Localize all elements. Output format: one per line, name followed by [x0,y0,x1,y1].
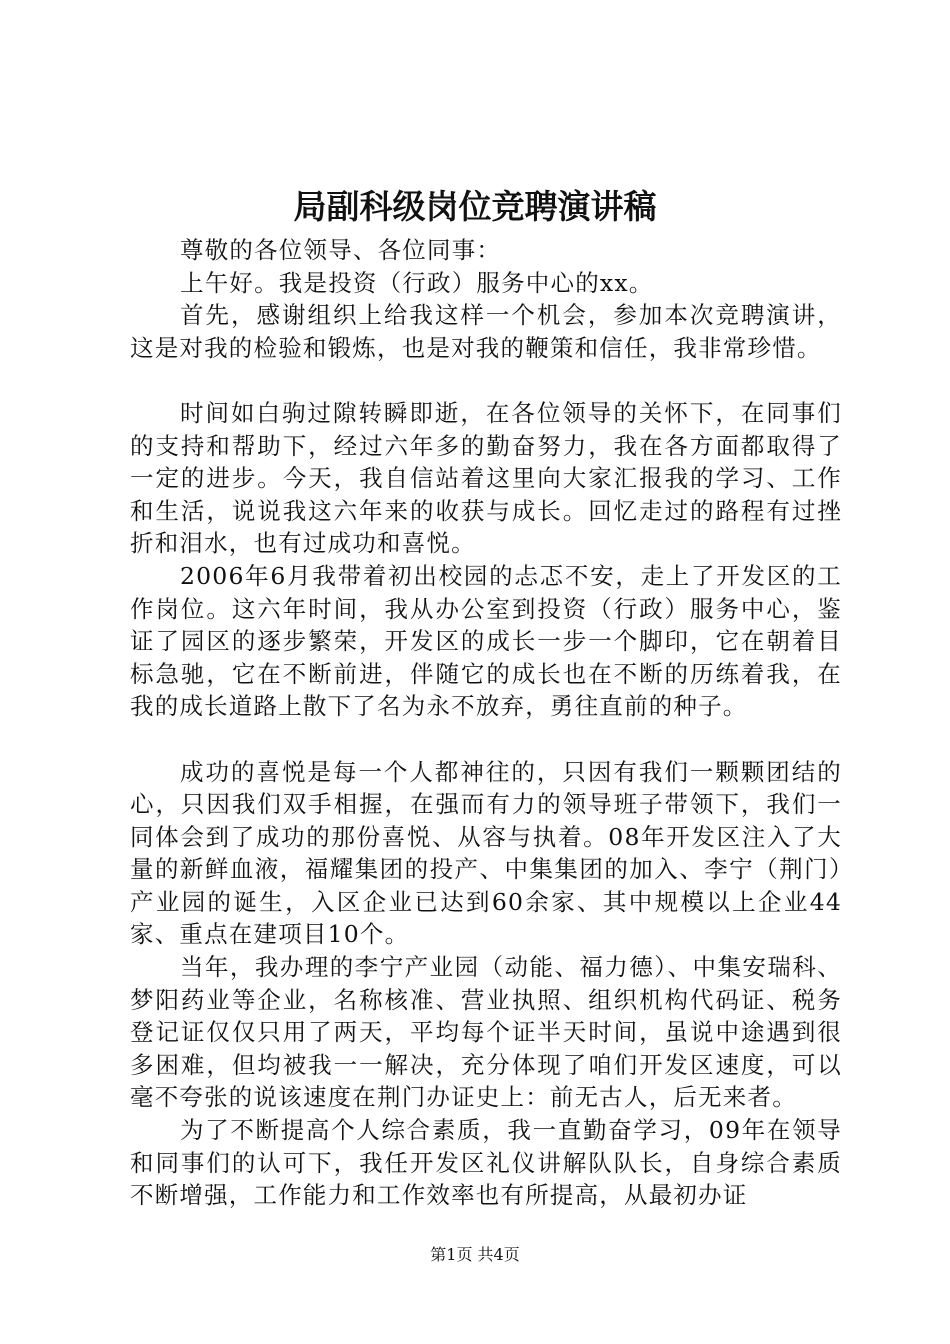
body-paragraph: 时间如白驹过隙转瞬即逝，在各位领导的关怀下，在同事们的支持和帮助下，经过六年多的勤奋努力，我在各方面都取得了一定的进步。今天，我自信站着这里向大家汇报我的学习、工作和生活，说说我这六年来的收获与成长。回忆走过的路程有过挫折和泪水，也有过成功和喜悦。 [130,398,842,558]
body-paragraph: 成功的喜悦是每一个人都神往的，只因有我们一颗颗团结的心，只因我们双手相握，在强而有力的领导班子带领下，我们一同体会到了成功的那份喜悦、从容与执着。08年开发区注入了大量的新鲜血液，福耀集团的投产、中集集团的加入、李宁（荆门）产业园的诞生，入区企业已达到60余家、其中规模以上企业44家、重点在建项目10个。 [130,757,842,949]
body-paragraph: 2006年6月我带着初出校园的忐忑不安，走上了开发区的工作岗位。这六年时间，我从办公室到投资（行政）服务中心，鉴证了园区的逐步繁荣，开发区的成长一步一个脚印，它在朝着目标急驰，它在不断前进，伴随它的成长也在不断的历练着我，在我的成长道路上散下了名为永不放弃，勇往直前的种子。 [130,561,842,721]
document-title: 局副科级岗位竞聘演讲稿 [293,187,657,226]
salutation-paragraph: 尊敬的各位领导、各位同事： [180,236,502,264]
paragraph-gap [130,723,842,756]
body-paragraph: 首先，感谢组织上给我这样一个机会，参加本次竞聘演讲，这是对我的检验和锻炼，也是对我的鞭策和信任，我非常珍惜。 [130,301,842,362]
paragraph-gap [130,364,842,397]
greeting-paragraph: 上午好。我是投资（行政）服务中心的xx。 [180,268,654,297]
body-paragraph: 为了不断提高个人综合素质，我一直勤奋学习，09年在领导和同事们的认可下，我任开发区礼仪讲解队队长，自身综合素质不断增强，工作能力和工作效率也有所提高，从最初办证 [130,1116,842,1210]
body-paragraph: 当年，我办理的李宁产业园（动能、福力德）、中集安瑞科、梦阳药业等企业，名称核准、营业执照、组织机构代码证、税务登记证仅仅只用了两天，平均每个证半天时间，虽说中途遇到很多困难，但均被我一一解决，充分体现了咱们开发区速度，可以毫不夸张的说该速度在荆门办证史上：前无古人，后无来者。 [130,953,842,1112]
page-footer: 第1页 共4页 [430,1245,520,1264]
document-body [130,234,842,1212]
